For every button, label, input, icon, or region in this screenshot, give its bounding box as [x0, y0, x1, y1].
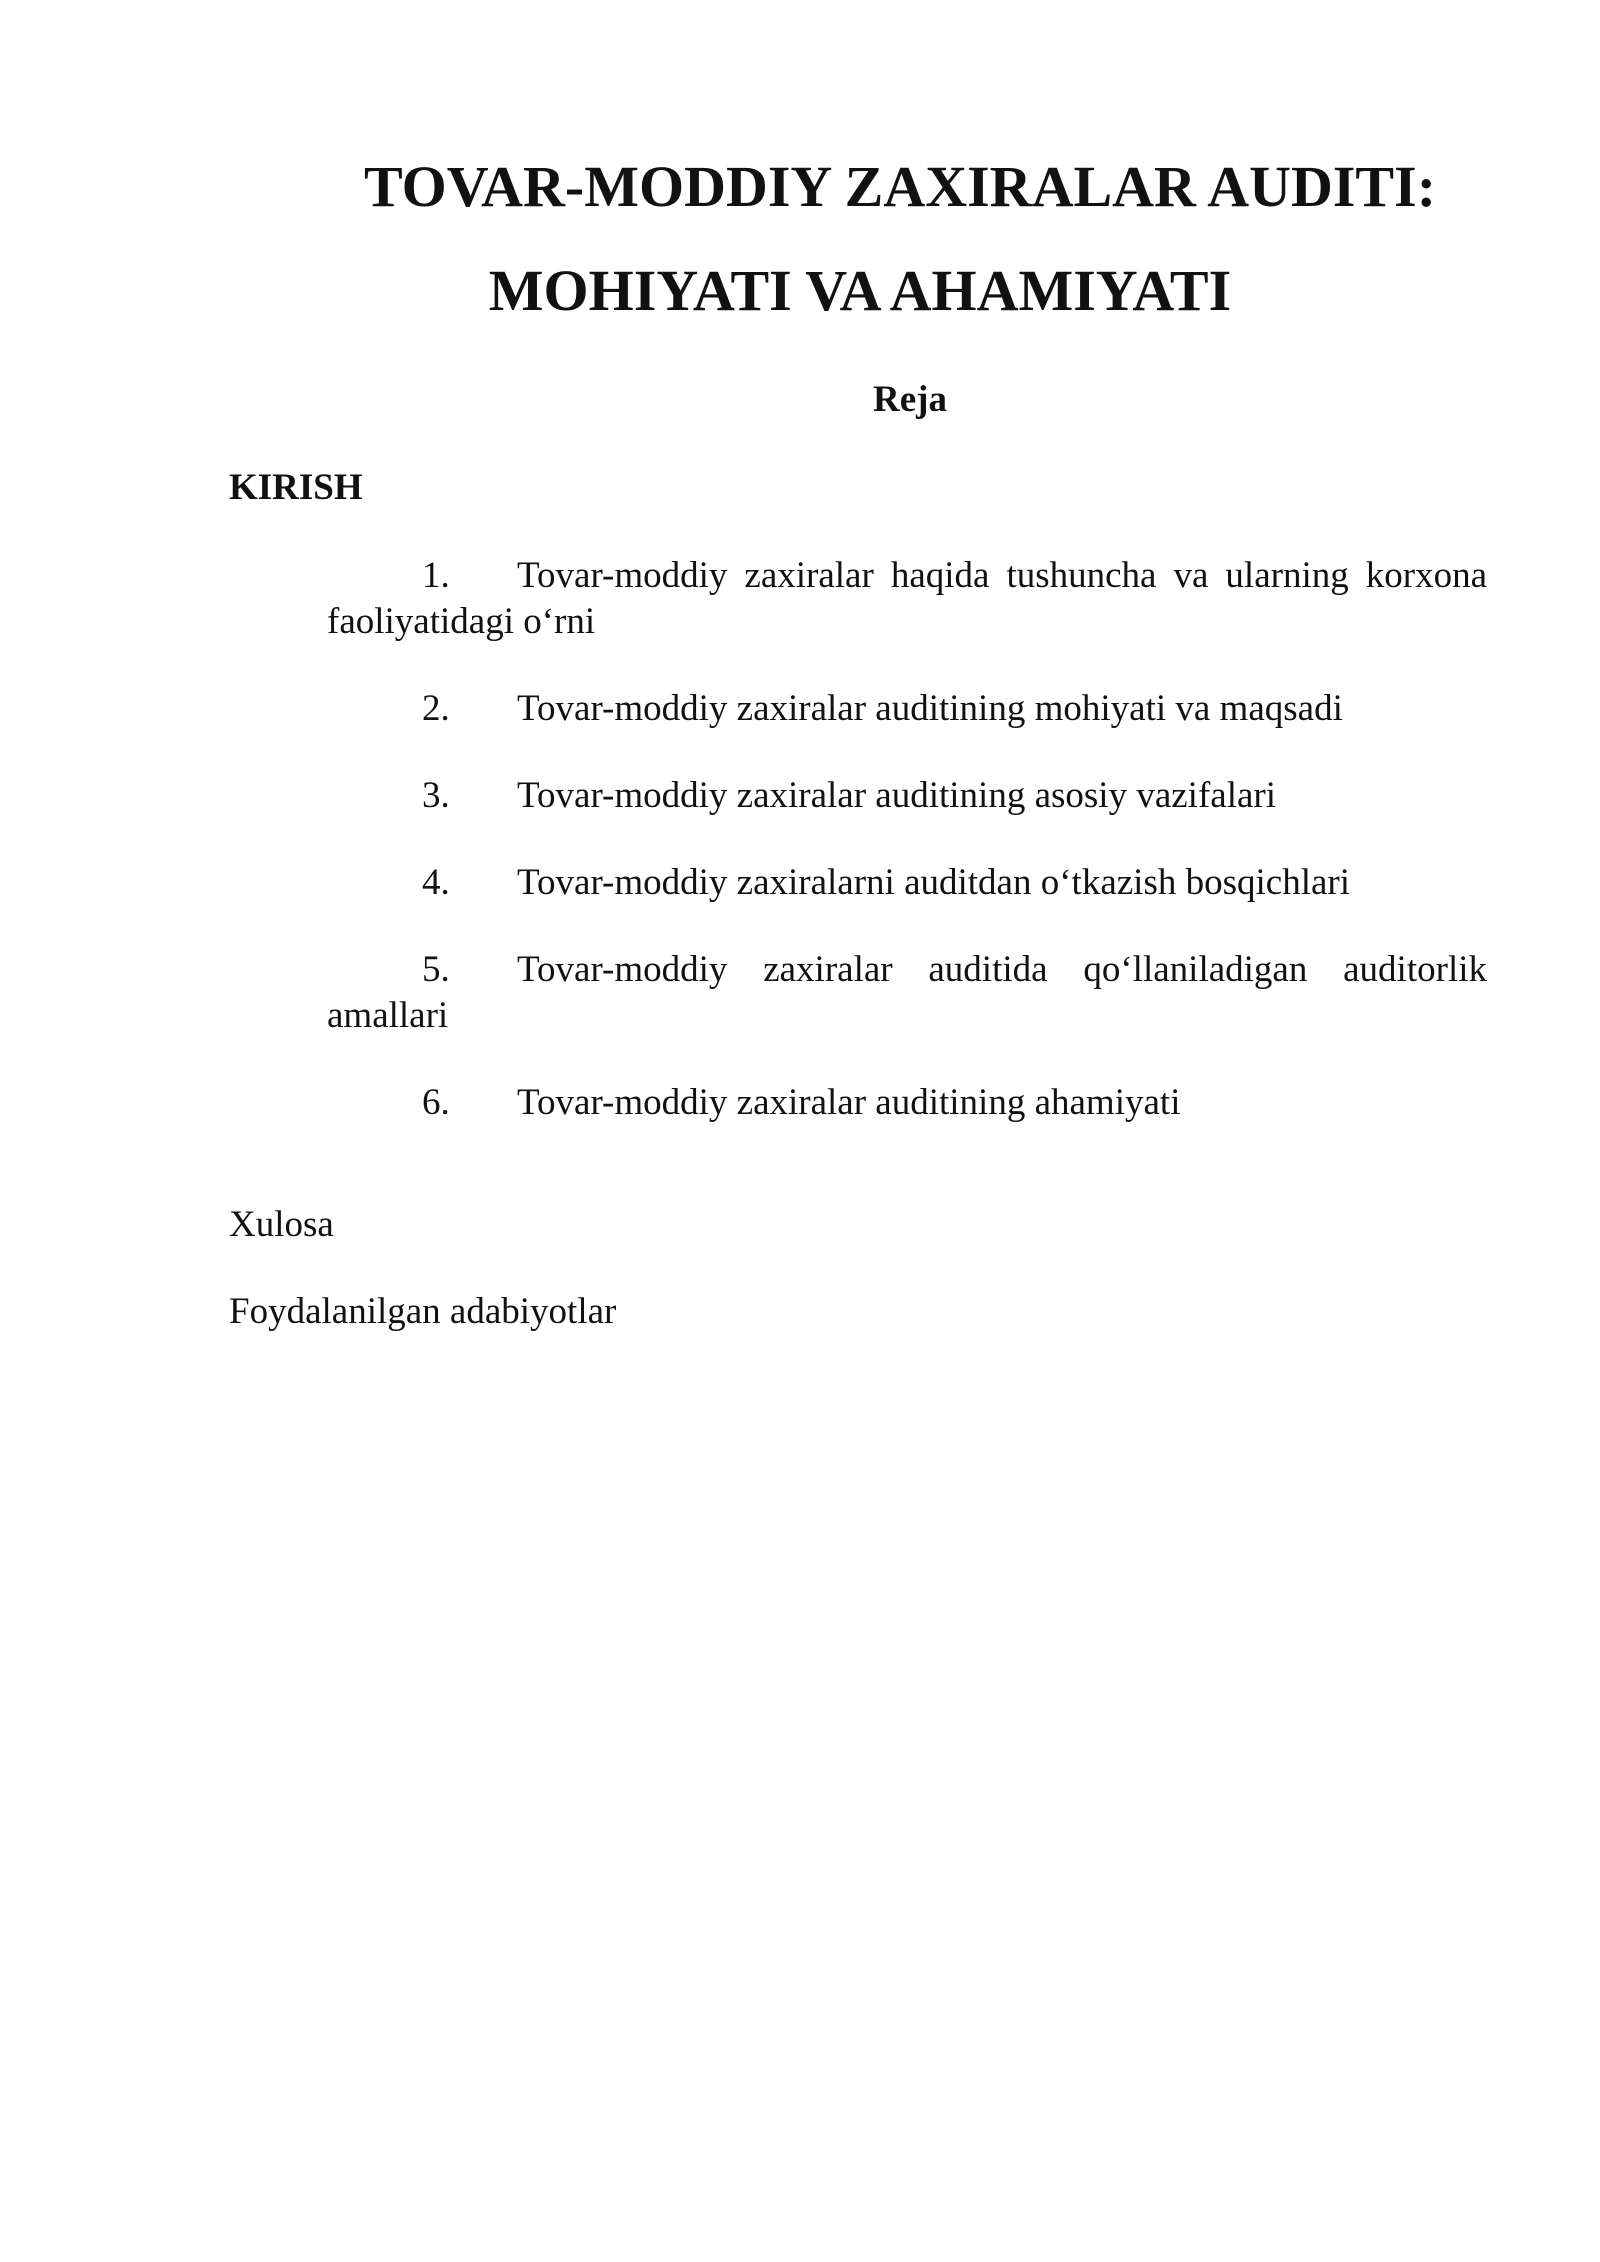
plan-item-number: 1.	[422, 555, 450, 596]
plan-item-text: Tovar-moddiy zaxiralar auditining asosiy vazifalari	[517, 775, 1277, 816]
plan-item-text-continued: amallari	[327, 995, 449, 1036]
conclusion-heading: Xulosa	[229, 1204, 334, 1245]
plan-item-text: Tovar-moddiy zaxiralar haqida tushuncha va ularning korxona	[517, 555, 1487, 596]
plan-item-number: 2.	[422, 688, 450, 729]
plan-item-4	[327, 860, 1487, 906]
plan-item-text: Tovar-moddiy zaxiralar auditining mohiyati va maqsadi	[517, 688, 1343, 729]
plan-item-text-continued: faoliyatidagi o‘rni	[327, 601, 596, 642]
plan-item-number: 5.	[422, 949, 450, 990]
plan-list	[327, 553, 1487, 1167]
intro-heading: KIRISH	[229, 467, 363, 508]
document-title-line-1: TOVAR-MODDIY ZAXIRALAR AUDITI:	[363, 154, 1437, 219]
plan-item-2	[327, 686, 1487, 732]
plan-item-3	[327, 773, 1487, 819]
plan-heading: Reja	[873, 379, 947, 420]
plan-item-number: 4.	[422, 862, 450, 903]
plan-item-1	[327, 553, 1487, 645]
plan-item-number: 3.	[422, 775, 450, 816]
plan-item-text: Tovar-moddiy zaxiralar auditining ahamiyati	[517, 1082, 1181, 1123]
plan-item-number: 6.	[422, 1082, 450, 1123]
plan-item-text: Tovar-moddiy zaxiralar auditida qo‘llaniladigan auditorlik	[517, 949, 1487, 990]
references-heading: Foydalanilgan adabiyotlar	[229, 1291, 617, 1332]
document-title-line-2: MOHIYATI VA AHAMIYATI	[488, 258, 1232, 323]
plan-item-text: Tovar-moddiy zaxiralarni auditdan o‘tkazish bosqichlari	[517, 862, 1351, 903]
plan-item-5	[327, 947, 1487, 1039]
plan-item-6	[327, 1080, 1487, 1126]
